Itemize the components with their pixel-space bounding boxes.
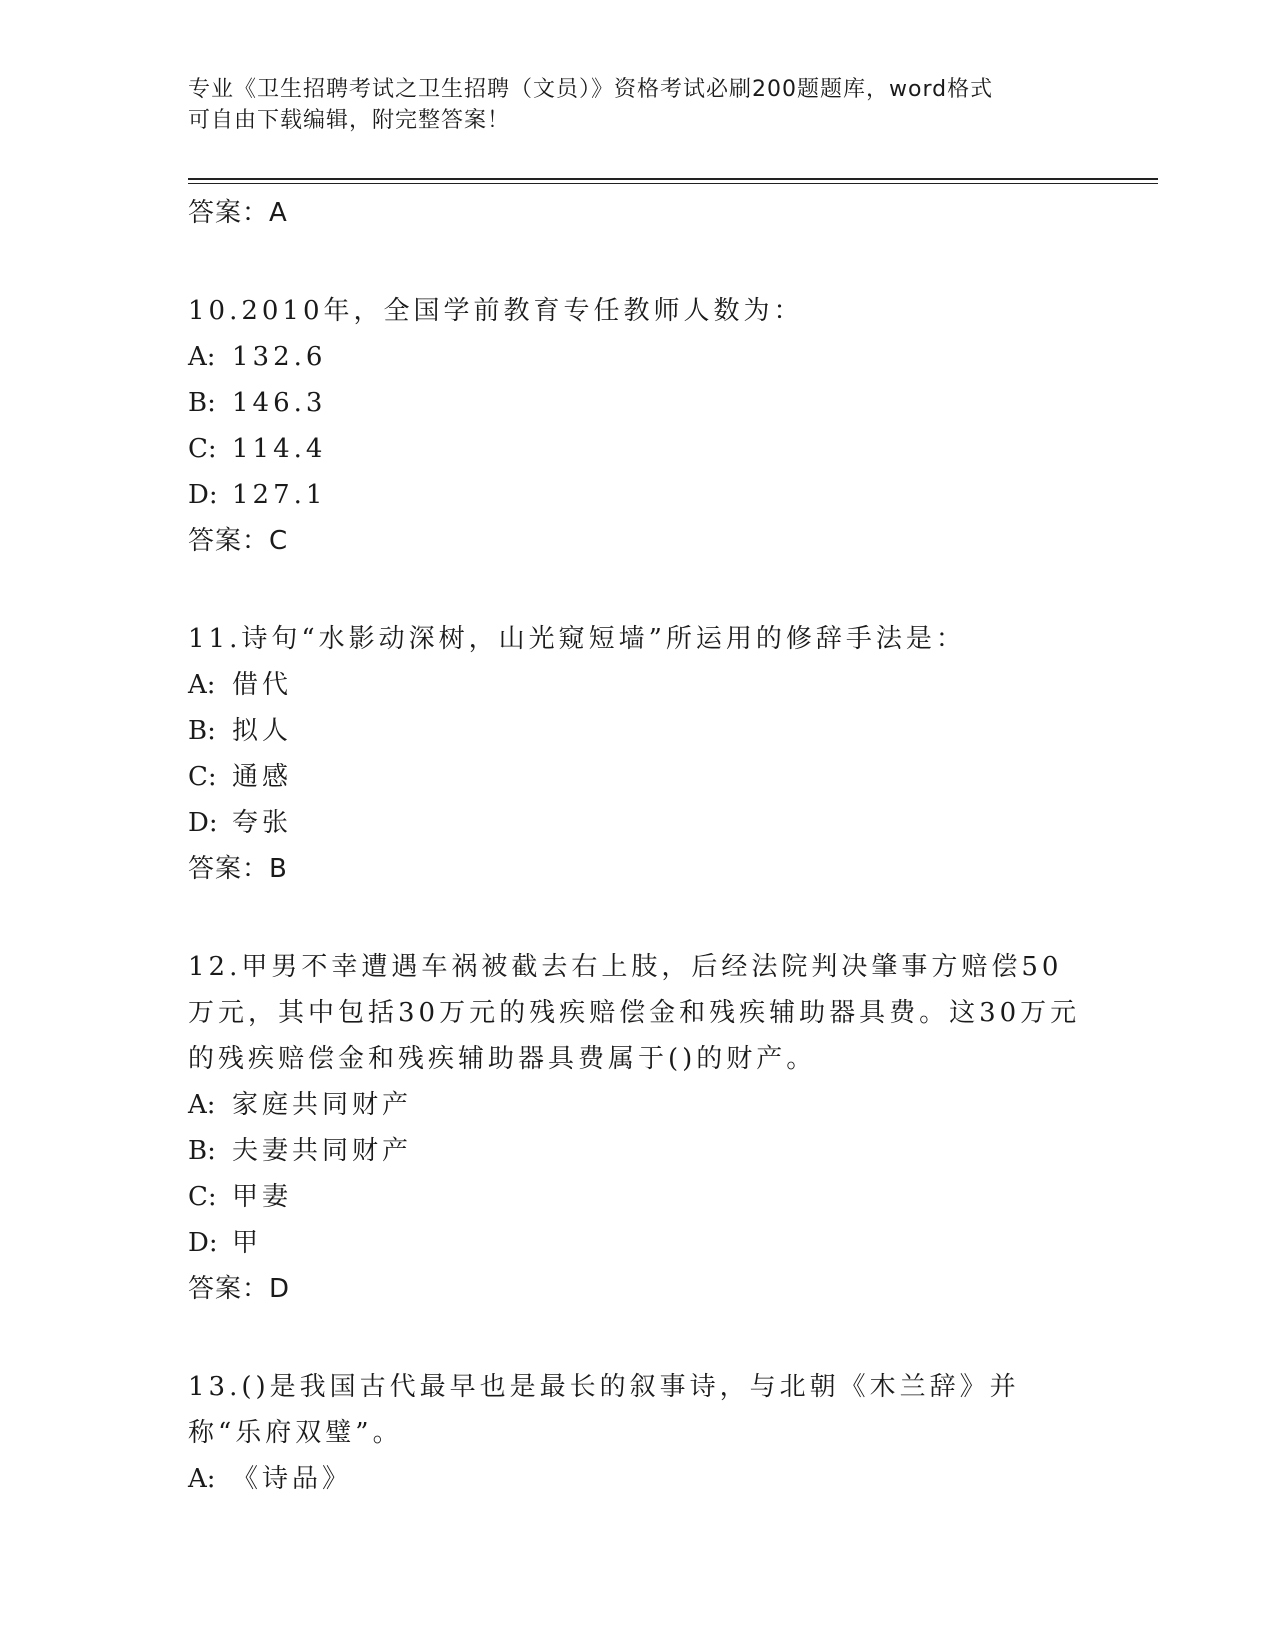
option-text: 114.4 <box>232 434 327 464</box>
answer-line: 答案：D <box>188 1274 291 1304</box>
option-text: 家庭共同财产 <box>232 1090 413 1120</box>
option-text: 借代 <box>232 670 293 700</box>
question-item <box>188 616 1088 892</box>
option-key: A: <box>188 670 216 700</box>
answer-line: 答案：C <box>188 526 289 556</box>
option-key: C: <box>188 762 217 792</box>
option-text: 夸张 <box>232 808 293 838</box>
header-divider <box>188 178 1158 184</box>
option-c <box>188 426 1088 472</box>
option-a <box>188 1456 1088 1502</box>
option-key: A: <box>188 342 216 372</box>
option-text: 通感 <box>232 762 293 792</box>
spacer <box>188 892 1088 944</box>
option-text: 甲 <box>232 1228 263 1258</box>
option-key: D: <box>188 480 218 510</box>
question-stem: 11.诗句“水影动深树，山光窥短墙”所运用的修辞手法是： <box>188 624 966 654</box>
question-stem: 12.甲男不幸遭遇车祸被截去右上肢，后经法院判决肇事方赔偿50万元，其中包括30万元的残疾赔偿金和残疾辅助器具费。这30万元的残疾赔偿金和残疾辅助器具费属于()的财产。 <box>188 952 1081 1074</box>
option-d <box>188 1220 1088 1266</box>
option-text: 夫妻共同财产 <box>232 1136 413 1166</box>
option-a <box>188 334 1088 380</box>
answer-line: 答案：B <box>188 854 288 884</box>
option-key: D: <box>188 808 218 838</box>
option-a <box>188 662 1088 708</box>
header-line-1: 专业《卫生招聘考试之卫生招聘（文员）》资格考试必刷200题题库，word格式 <box>188 77 994 102</box>
option-c <box>188 1174 1088 1220</box>
question-stem: 13.()是我国古代最早也是最长的叙事诗，与北朝《木兰辞》并称“乐府双璧”。 <box>188 1372 1020 1448</box>
option-text: 甲妻 <box>232 1182 293 1212</box>
answer-line: 答案：A <box>188 198 288 228</box>
question-item <box>188 944 1088 1312</box>
option-text: 146.3 <box>232 388 327 418</box>
option-key: B: <box>188 1136 216 1166</box>
option-d <box>188 800 1088 846</box>
option-text: 127.1 <box>232 480 327 510</box>
option-c <box>188 754 1088 800</box>
option-text: 拟人 <box>232 716 293 746</box>
option-key: C: <box>188 434 217 464</box>
option-text: 132.6 <box>232 342 327 372</box>
spacer <box>188 1312 1088 1364</box>
document-header <box>188 74 1088 136</box>
option-key: B: <box>188 388 216 418</box>
document-page <box>188 0 1158 1650</box>
spacer <box>188 236 1088 288</box>
option-a <box>188 1082 1088 1128</box>
option-key: A: <box>188 1090 216 1120</box>
header-line-2: 可自由下载编辑，附完整答案！ <box>188 108 511 133</box>
question-stem: 10.2010年，全国学前教育专任教师人数为： <box>188 296 804 326</box>
question-list <box>188 190 1088 1502</box>
option-b <box>188 380 1088 426</box>
spacer <box>188 564 1088 616</box>
question-item <box>188 288 1088 564</box>
option-key: A: <box>188 1464 216 1494</box>
option-b <box>188 1128 1088 1174</box>
option-d <box>188 472 1088 518</box>
option-text: 《诗品》 <box>232 1464 353 1494</box>
option-key: C: <box>188 1182 217 1212</box>
question-item <box>188 1364 1088 1502</box>
option-key: D: <box>188 1228 218 1258</box>
option-b <box>188 708 1088 754</box>
option-key: B: <box>188 716 216 746</box>
